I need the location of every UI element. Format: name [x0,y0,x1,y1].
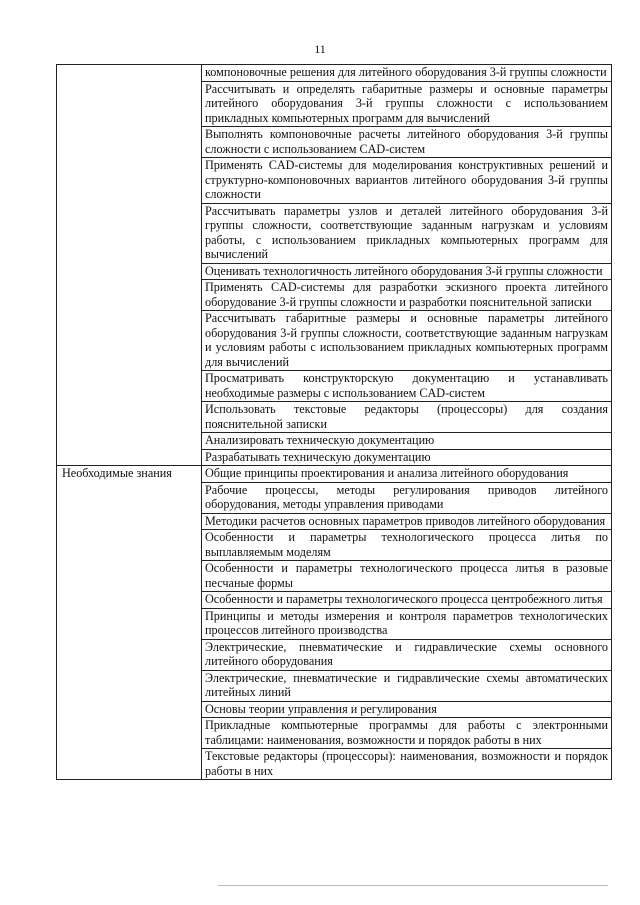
table-row [57,65,612,82]
section-label [57,65,202,466]
requirement-item: Особенности и параметры технологического процесса центробежного литья [202,592,612,609]
requirement-item: Общие принципы проектирования и анализа литейного оборудования [202,466,612,483]
page-number: 11 [314,42,326,56]
requirement-item: Использовать текстовые редакторы (процессоры) для создания пояснительной записки [202,402,612,433]
requirement-item: Выполнять компоновочные расчеты литейного оборудования 3-й группы сложности с использованием CAD-систем [202,127,612,158]
requirement-item: Просматривать конструкторскую документацию и устанавливать необходимые размеры с использованием CAD-систем [202,371,612,402]
requirements-table [56,64,612,780]
requirement-item: компоновочные решения для литейного оборудования 3-й группы сложности [202,65,612,82]
requirement-item: Применять CAD-системы для разработки эскизного проекта литейного оборудование 3-й группы сложности и разработки пояснительной записки [202,280,612,311]
requirement-item: Оценивать технологичность литейного оборудования 3-й группы сложности [202,263,612,280]
requirement-item: Рассчитывать и определять габаритные размеры и основные параметры литейного оборудования 3-й группы сложности с использованием прикладных компьютерных программ для вычислений [202,81,612,127]
requirement-item: Электрические, пневматические и гидравлические схемы автоматических литейных линий [202,670,612,701]
requirement-item: Прикладные компьютерные программы для работы с электронными таблицами: наименования, возможности и порядок работы в них [202,718,612,749]
requirement-item: Рассчитывать габаритные размеры и основные параметры литейного оборудования 3-й группы сложности, соответствующие заданным нагрузкам и условиям работы с использованием прикладных компьютерных программ для вычислений [202,311,612,371]
requirement-item: Особенности и параметры технологического процесса литья в разовые песчаные формы [202,561,612,592]
requirement-item: Принципы и методы измерения и контроля параметров технологических процессов литейного производства [202,608,612,639]
requirement-item: Рассчитывать параметры узлов и деталей литейного оборудования 3-й группы сложности, соответствующие заданным нагрузкам и условиям работы, с использованием прикладных компьютерных программ для вычислений [202,203,612,263]
table-row [57,466,612,483]
section-label: Необходимые знания [57,466,202,780]
requirement-item: Текстовые редакторы (процессоры): наименования, возможности и порядок работы в них [202,749,612,780]
requirement-item: Рабочие процессы, методы регулирования приводов литейного оборудования, методы управления приводами [202,482,612,513]
requirement-item: Электрические, пневматические и гидравлические схемы основного литейного оборудования [202,639,612,670]
requirement-item: Особенности и параметры технологического процесса литья по выплавляемым моделям [202,530,612,561]
requirement-item: Основы теории управления и регулирования [202,701,612,718]
requirement-item: Анализировать техническую документацию [202,433,612,450]
table-body [57,65,612,780]
bottom-rule [218,885,608,886]
requirement-item: Разрабатывать техническую документацию [202,449,612,466]
requirement-item: Методики расчетов основных параметров приводов литейного оборудования [202,513,612,530]
requirement-item: Применять CAD-системы для моделирования конструктивных решений и структурно-компоновочных вариантов литейного оборудования 3-й группы сложности [202,158,612,204]
